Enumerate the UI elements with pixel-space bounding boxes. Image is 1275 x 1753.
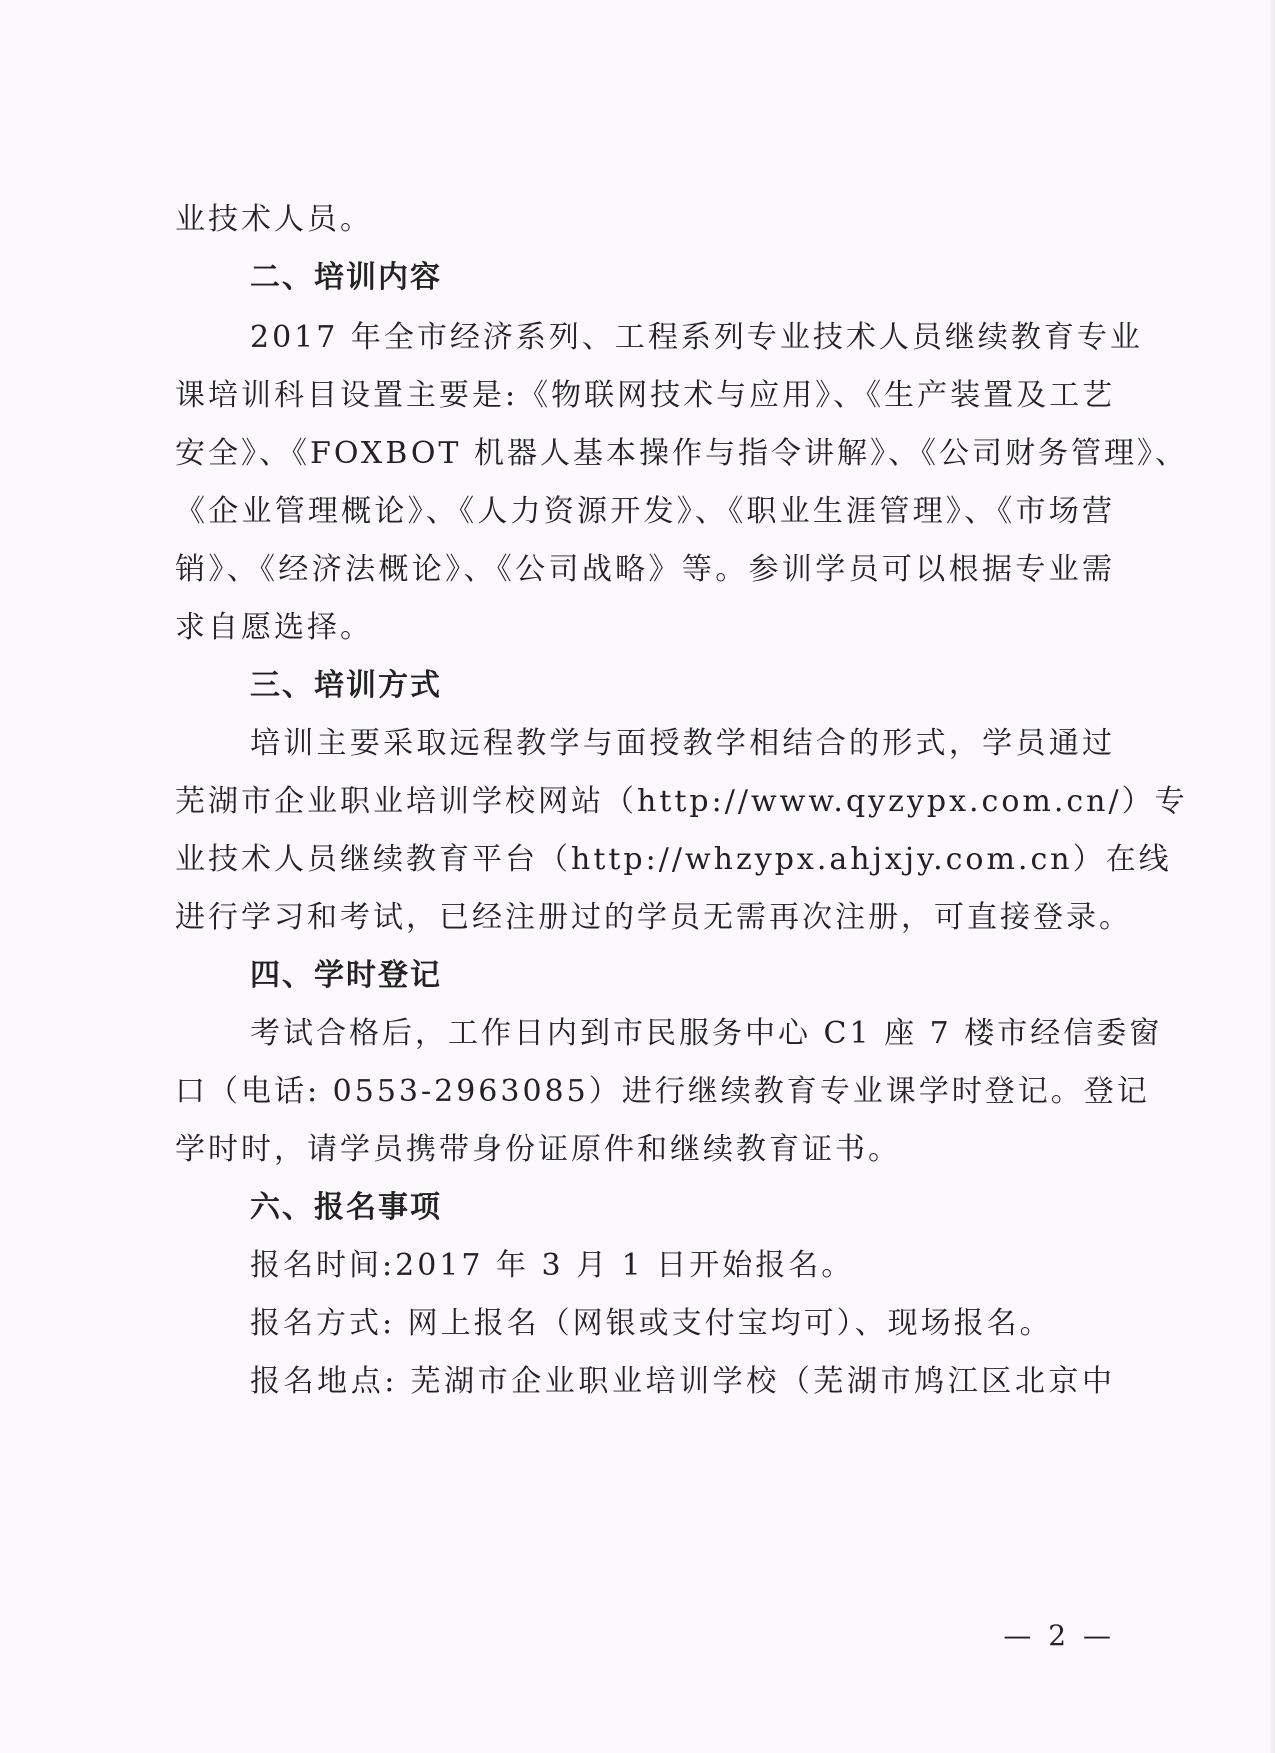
paragraph-line: 报名时间:2017 年 3 月 1 日开始报名。 <box>250 1248 855 1283</box>
section-heading-method: 三、培训方式 <box>250 668 442 703</box>
section-heading-register: 四、学时登记 <box>250 958 442 993</box>
paragraph-line: 进行学习和考试，已经注册过的学员无需再次注册，可直接登录。 <box>175 900 1132 935</box>
paragraph-line: 报名方式: 网上报名（网银或支付宝均可）、现场报名。 <box>250 1306 1053 1341</box>
section-heading-content: 二、培训内容 <box>250 260 442 295</box>
paragraph-line: 《企业管理概论》、《人力资源开发》、《职业生涯管理》、《市场营 <box>175 494 1115 529</box>
section-heading-signup: 六、报名事项 <box>250 1190 442 1225</box>
paragraph-line: 课培训科目设置主要是:《物联网技术与应用》、《生产装置及工艺 <box>175 378 1116 413</box>
paragraph-line: 学时时，请学员携带身份证原件和继续教育证书。 <box>175 1132 901 1167</box>
paragraph-line: 培训主要采取远程教学与面授教学相结合的形式，学员通过 <box>250 726 1115 761</box>
paragraph-line: 求自愿选择。 <box>175 610 373 645</box>
paragraph-line: 2017 年全市经济系列、工程系列专业技术人员继续教育专业 <box>250 320 1143 355</box>
paragraph-line: 报名地点: 芜湖市企业职业培训学校（芜湖市鸠江区北京中 <box>250 1364 1115 1399</box>
page-number: — 2 — <box>1003 1619 1115 1652</box>
paragraph-line: 安全》、《FOXBOT 机器人基本操作与指令讲解》、《公司财务管理》、 <box>175 436 1188 471</box>
paragraph-line: 芜湖市企业职业培训学校网站（http://www.qyzypx.com.cn/）专 <box>175 784 1188 819</box>
paragraph-line: 业技术人员。 <box>175 202 373 237</box>
paragraph-line: 业技术人员继续教育平台（http://whzypx.ahjxjy.com.cn）在线 <box>175 842 1172 877</box>
paragraph-line: 考试合格后，工作日内到市民服务中心 C1 座 7 楼市经信委窗 <box>250 1016 1163 1051</box>
scan-edge <box>1269 0 1275 1753</box>
paragraph-line: 销》、《经济法概论》、《公司战略》等。参训学员可以根据专业需 <box>175 552 1115 587</box>
paragraph-line: 口（电话: 0553-2963085）进行继续教育专业课学时登记。登记 <box>175 1074 1150 1109</box>
